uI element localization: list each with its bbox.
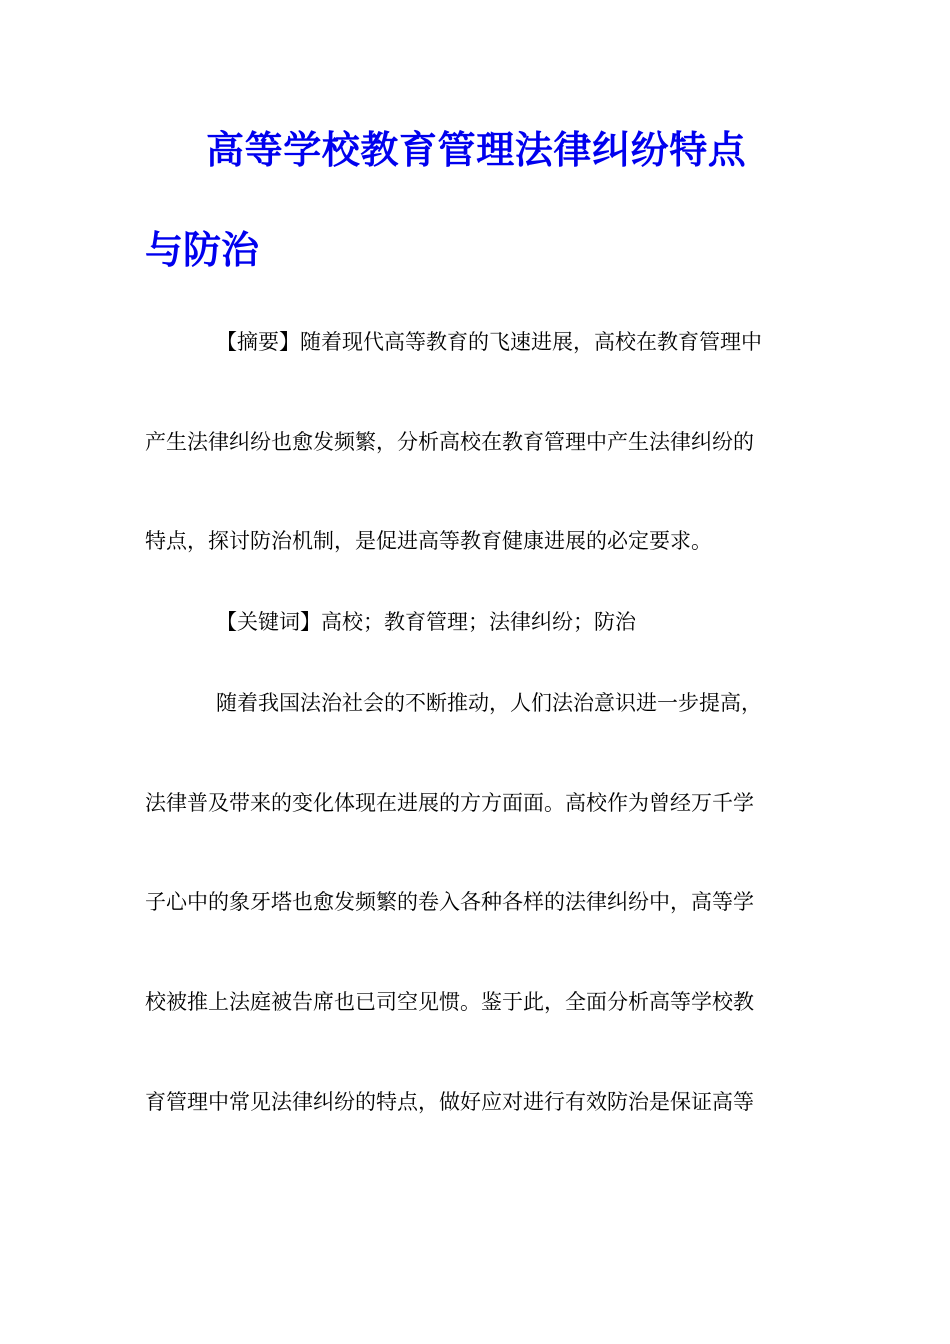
abstract-line-2: 产生法律纠纷也愈发频繁，分析高校在教育管理中产生法律纠纷的 bbox=[145, 430, 754, 454]
body-paragraph-line-1: 随着我国法治社会的不断推动，人们法治意识进一步提高， bbox=[216, 691, 762, 715]
abstract-line-1: 【摘要】随着现代高等教育的飞速进展，高校在教育管理中 bbox=[216, 330, 762, 354]
body-paragraph-line-4: 校被推上法庭被告席也已司空见惯。鉴于此，全面分析高等学校教 bbox=[145, 990, 754, 1014]
abstract-line-3: 特点，探讨防治机制，是促进高等教育健康进展的必定要求。 bbox=[145, 529, 712, 553]
body-paragraph-line-5: 育管理中常见法律纠纷的特点，做好应对进行有效防治是保证高等 bbox=[145, 1090, 754, 1114]
body-paragraph-line-2: 法律普及带来的变化体现在进展的方方面面。高校作为曾经万千学 bbox=[145, 791, 754, 815]
document-title-line-1: 高等学校教育管理法律纠纷特点 bbox=[206, 127, 747, 172]
keywords-line: 【关键词】高校；教育管理；法律纠纷；防治 bbox=[216, 610, 636, 634]
document-title-line-2: 与防治 bbox=[145, 227, 260, 272]
body-paragraph-line-3: 子心中的象牙塔也愈发频繁的卷入各种各样的法律纠纷中，高等学 bbox=[145, 890, 754, 914]
